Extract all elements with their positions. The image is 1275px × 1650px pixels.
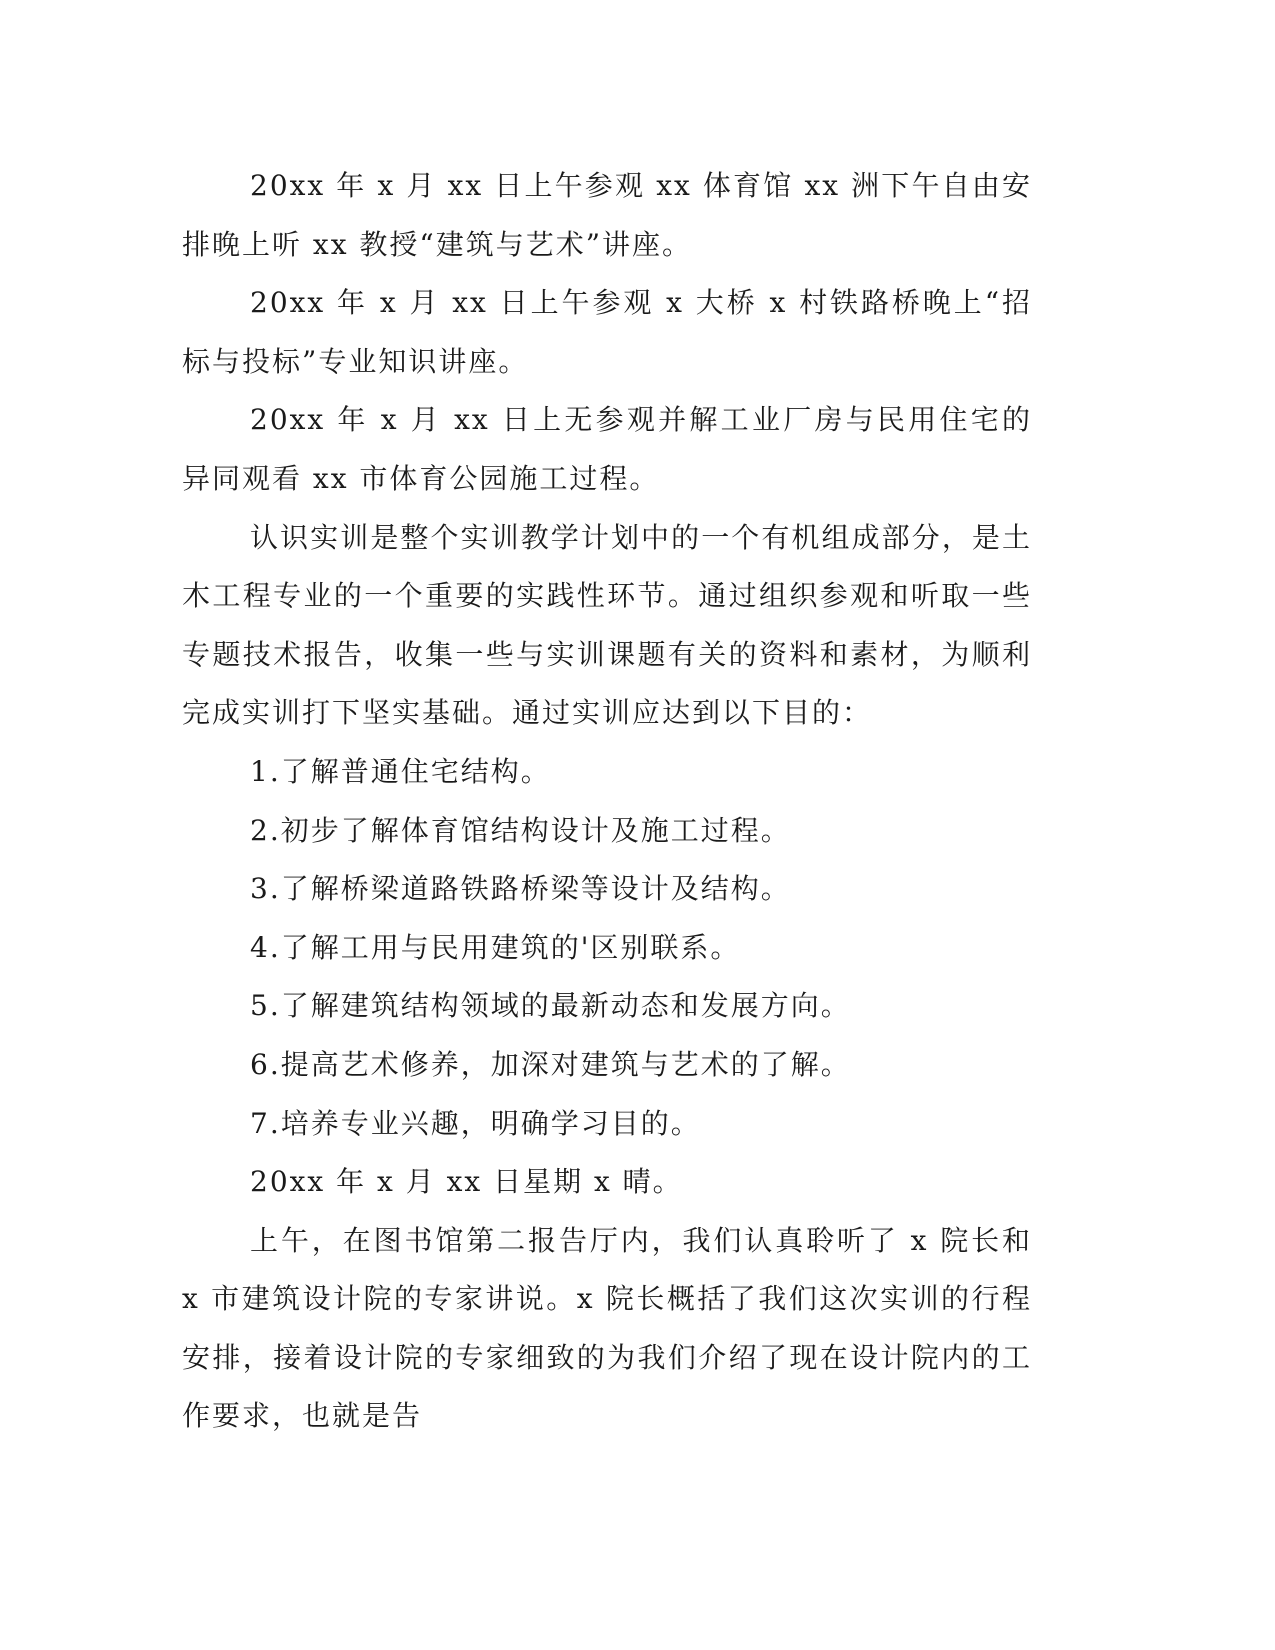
document-body (182, 157, 1032, 1446)
paragraph-diary-date: 20xx 年 x 月 xx 日星期 x 晴。 (250, 1165, 683, 1199)
paragraph-schedule-day-1: 20xx 年 x 月 xx 日上午参观 xx 体育馆 xx 洲下午自由安排晚上听 xx 教授“建筑与艺术”讲座。 (182, 169, 1032, 261)
list-item-objective-7: 7.培养专业兴趣，明确学习目的。 (250, 1106, 701, 1140)
list-item-objective-1: 1.了解普通住宅结构。 (250, 754, 551, 788)
paragraph-diary-entry: 上午，在图书馆第二报告厅内，我们认真聆听了 x 院长和 x 市建筑设计院的专家讲说。x 院长概括了我们这次实训的行程安排，接着设计院的专家细致的为我们介绍了现在设计院内的工作要求，也就是告 (182, 1223, 1032, 1433)
list-item-objective-3: 3.了解桥梁道路铁路桥梁等设计及结构。 (250, 872, 791, 906)
list-item-objective-2: 2.初步了解体育馆结构设计及施工过程。 (250, 813, 791, 847)
paragraph-schedule-day-2: 20xx 年 x 月 xx 日上午参观 x 大桥 x 村铁路桥晚上“招标与投标”专业知识讲座。 (182, 286, 1032, 378)
list-item-objective-4: 4.了解工用与民用建筑的'区别联系。 (250, 930, 741, 964)
list-item-objective-6: 6.提高艺术修养，加深对建筑与艺术的了解。 (250, 1047, 851, 1081)
list-item-objective-5: 5.了解建筑结构领域的最新动态和发展方向。 (250, 989, 851, 1023)
paragraph-training-purpose: 认识实训是整个实训教学计划中的一个有机组成部分，是土木工程专业的一个重要的实践性环节。通过组织参观和听取一些专题技术报告，收集一些与实训课题有关的资料和素材，为顺利完成实训打下坚实基础。通过实训应达到以下目的： (182, 520, 1032, 730)
paragraph-schedule-day-3: 20xx 年 x 月 xx 日上无参观并解工业厂房与民用住宅的异同观看 xx 市体育公园施工过程。 (182, 403, 1032, 495)
